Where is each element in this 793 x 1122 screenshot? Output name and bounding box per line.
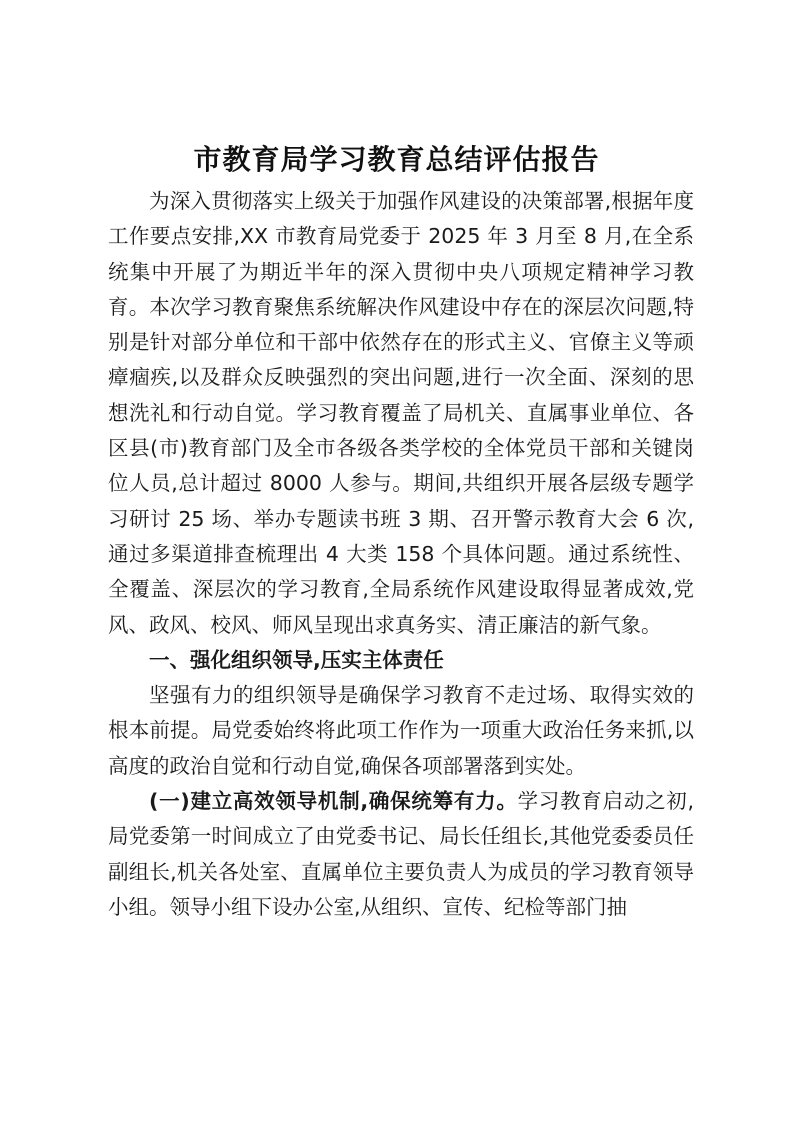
- document-title: 市教育局学习教育总结评估报告: [193, 143, 600, 176]
- section-paragraph: 坚强有力的组织领导是确保学习教育不走过场、取得实效的根本前提。局党委始终将此项工作作为一项重大政治任务来抓,以高度的政治自觉和行动自觉,确保各项部署落到实处。: [108, 683, 694, 778]
- subsection-paragraph: [108, 784, 694, 925]
- section-heading: 一、强化组织领导,压实主体责任: [149, 647, 444, 672]
- subsection-lead: (一)建立高效领导机制,确保统筹有力。: [149, 789, 518, 814]
- intro-paragraph: 为深入贯彻落实上级关于加强作风建设的决策部署,根据年度工作要点安排,XX 市教育局党委于 2025 年 3 月至 8 月,在全系统集中开展了为期近半年的深入贯彻中央八项规定精神学习教育。本次学习教育聚焦系统解决作风建设中存在的深层次问题,特别是针对部分单位和干部中依然存在的形式主义、官僚主义等顽瘴痼疾,以及群众反映强烈的突出问题,进行一次全面、深刻的思想洗礼和行动自觉。学习教育覆盖了局机关、直属事业单位、各区县(市)教育部门及全市各级各类学校的全体党员干部和关键岗位人员,总计超过 8000 人参与。期间,共组织开展各层级专题学习研讨 25 场、举办专题读书班 3 期、召开警示教育大会 6 次,通过多渠道排查梳理出 4 大类 158 个具体问题。通过系统性、全覆盖、深层次的学习教育,全局系统作风建设取得显著成效,党风、政风、校风、师风呈现出求真务实、清正廉洁的新气象。: [108, 189, 694, 637]
- document-body: [108, 184, 694, 925]
- subsection-text: 学习教育启动之初,局党委第一时间成立了由党委书记、局长任组长,其他党委委员任副组长,机关各处室、直属单位主要负责人为成员的学习教育领导小组。领导小组下设办公室,从组织、宣传、纪检等部门抽: [108, 789, 694, 919]
